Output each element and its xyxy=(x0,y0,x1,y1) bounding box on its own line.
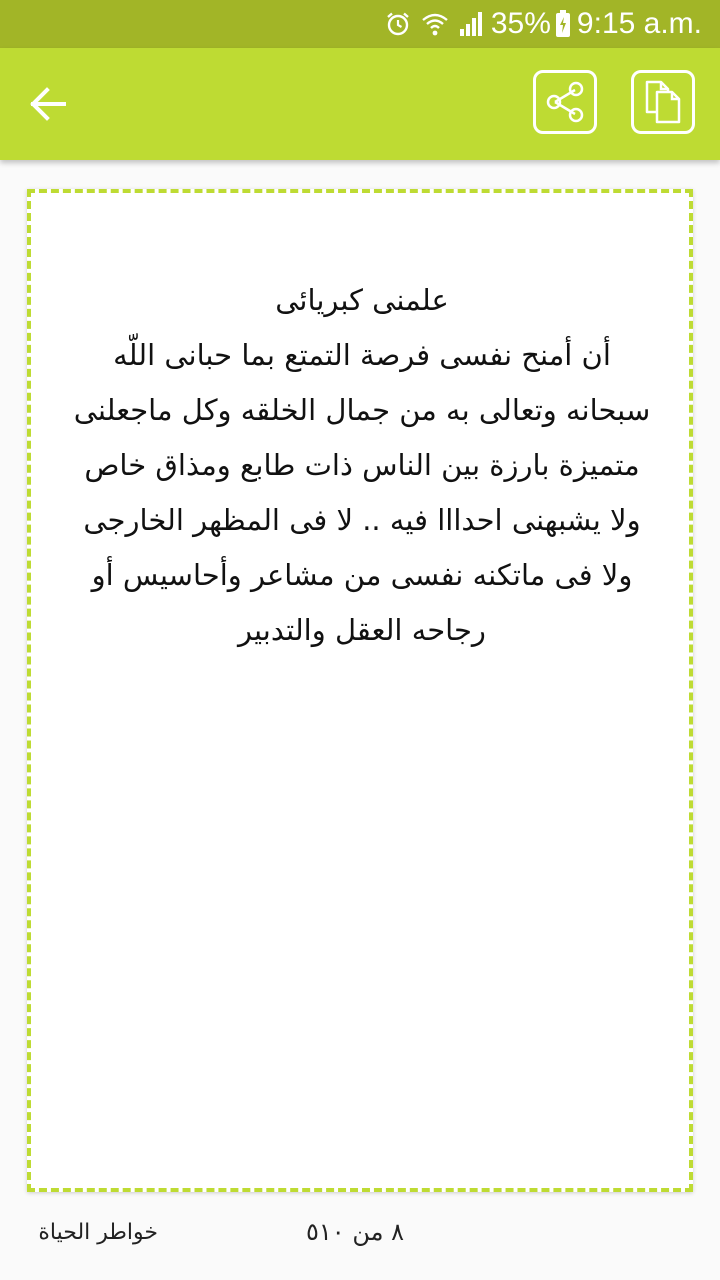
app-bar xyxy=(0,48,720,160)
copy-button[interactable] xyxy=(631,70,695,134)
clock-time: 9:15 a.m. xyxy=(576,7,702,40)
category-label: خواطر الحياة xyxy=(38,1220,158,1245)
quote-card xyxy=(27,189,693,1192)
arrow-left-icon xyxy=(28,86,68,122)
battery-percent: 35% xyxy=(490,7,551,40)
page-counter: ٨ من ٥١٠ xyxy=(306,1218,404,1246)
signal-icon xyxy=(459,11,485,37)
wifi-icon xyxy=(421,11,449,37)
quote-text: علمنى كبريائى أن أمنح نفسى فرصة التمتع بما حبانى اللّه سبحانه وتعالى به من جمال الخلقه وكل ماجعلنى متميزة بارزة بين الناس ذات طابع ومذاق خاص ولا يشبهنى احدااا فيه .. لا فى المظهر الخارجى ولا فى ماتكنه نفسى من مشاعر وأحاسيس أو رجاحه العقل والتدبير xyxy=(73,283,651,647)
share-button[interactable] xyxy=(533,70,597,134)
footer xyxy=(0,1210,720,1266)
back-button[interactable] xyxy=(18,76,78,132)
alarm-icon xyxy=(385,11,411,37)
battery-charging-icon xyxy=(555,10,571,38)
status-bar xyxy=(0,0,720,48)
share-icon xyxy=(543,80,587,124)
copy-icon xyxy=(643,79,683,125)
